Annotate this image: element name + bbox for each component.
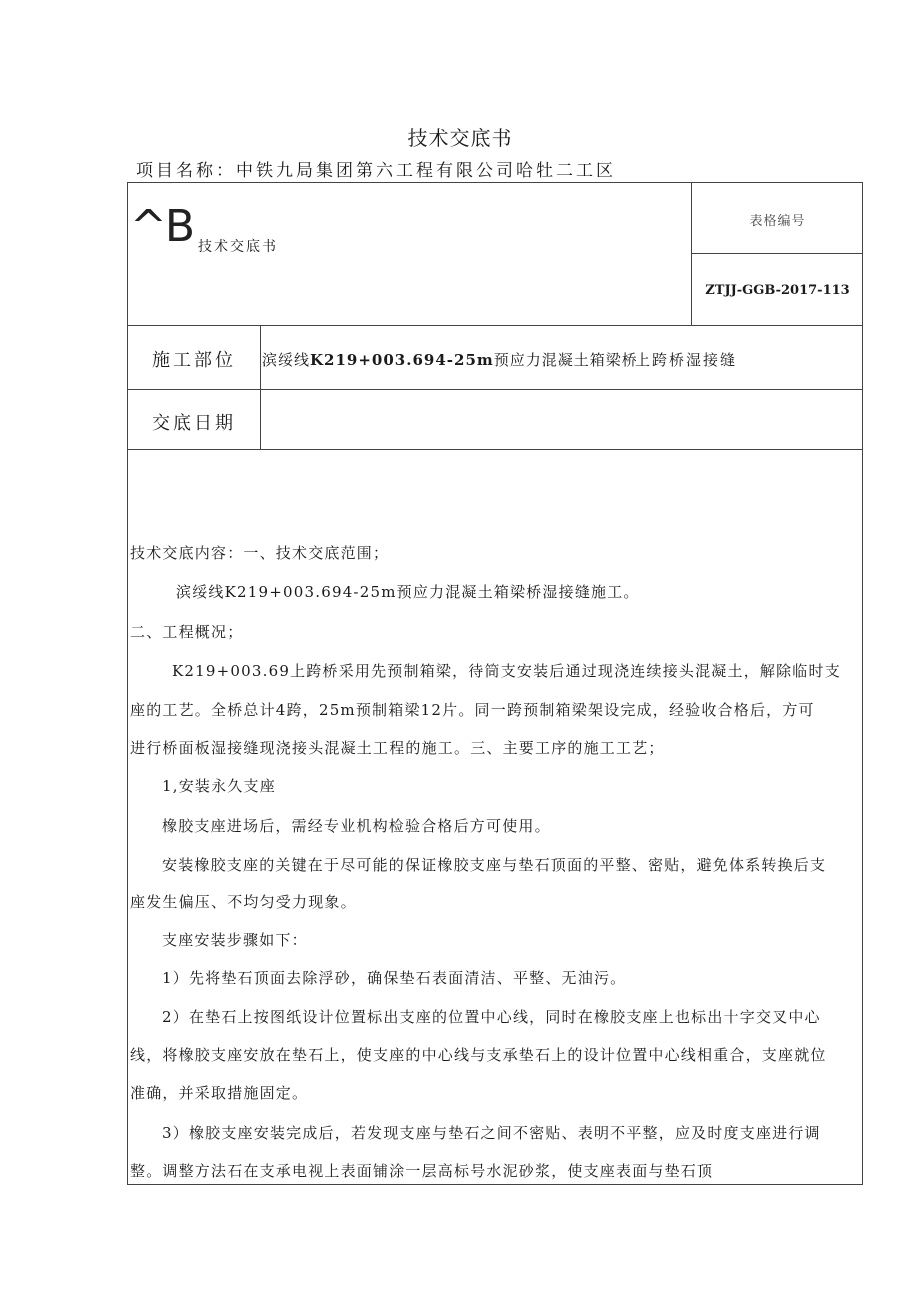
site-main: 预应力混凝土箱梁桥 <box>493 351 638 369</box>
content-line: 安装橡胶支座的关键在于尽可能的保证橡胶支座与垫石顶面的平整、密贴，避免体系转换后支 <box>162 856 827 874</box>
content-line: 二、工程概况； <box>130 623 244 641</box>
content-line: 支座安装步骤如下： <box>162 931 308 949</box>
content-line: 准确，并采取措施固定。 <box>130 1084 309 1102</box>
content-line: 技术交底内容：一、技术交底范围； <box>130 544 390 562</box>
form-number-value: ZTJJ-GGB-2017-113 <box>705 283 850 298</box>
content-line: 线，将橡胶支座安放在垫石上，使支座的中心线与支承垫石上的设计位置中心线相重合，支座就位 <box>130 1046 827 1064</box>
content-line: 1,安装永久支座 <box>162 777 276 795</box>
content-line: 3）橡胶支座安装完成后，若发现支座与垫石之间不密贴、表明不平整，应及时度支座进行调 <box>162 1124 821 1142</box>
content-line: 橡胶支座进场后，需经专业机构检验合格后方可使用。 <box>162 817 551 835</box>
project-name-line: 项目名称：中铁九局集团第六工程有限公司哈牡二工区 <box>136 161 616 181</box>
site-label: 施工部位 <box>152 350 236 371</box>
company-logo: ^B <box>130 201 194 252</box>
form-number-label: 表格编号 <box>749 214 806 229</box>
content-line: K219+003.69上跨桥采用先预制箱梁，待筒支安装后通过现浇连续接头混凝土，解除临时支 <box>172 662 841 680</box>
row-divider-date <box>127 449 863 450</box>
header-title: 技术交底书 <box>198 239 278 255</box>
content-line: 滨绥线K219+003.694-25m预应力混凝土箱梁桥湿接缝施工。 <box>176 583 640 601</box>
site-value <box>262 349 638 370</box>
content-line: 2）在垫石上按图纸设计位置标出支座的位置中心线，同时在橡胶支座上也标出十字交叉中心 <box>162 1008 821 1026</box>
form-table-frame <box>127 182 863 1185</box>
row-divider-header <box>127 325 863 326</box>
content-line: 座发生偏压、不均匀受力现象。 <box>130 893 357 911</box>
date-label: 交底日期 <box>152 413 236 434</box>
site-prefix: 滨绥线 <box>262 351 311 369</box>
row-divider-site <box>127 389 863 390</box>
content-line: 整。调整方法石在支承电视上表面铺涂一层高标号水泥砂浆，使支座表面与垫石顶 <box>130 1162 714 1180</box>
form-no-divider <box>691 253 863 254</box>
label-column-divider <box>260 325 261 449</box>
content-line: 1）先将垫石顶面去除浮砂，确保垫石表面清洁、平整、无油污。 <box>162 969 627 987</box>
content-line: 进行桥面板湿接缝现浇接头混凝土工程的施工。三、主要工序的施工工艺； <box>130 739 665 757</box>
site-chainage: K219+003.694-25m <box>310 351 494 369</box>
site-suffix: 上跨桥湿接缝 <box>635 351 738 369</box>
document-title: 技术交底书 <box>407 126 513 150</box>
content-line: 座的工艺。全桥总计4跨，25m预制箱梁12片。同一跨预制箱梁架设完成，经验收合格后，方可 <box>130 701 815 719</box>
